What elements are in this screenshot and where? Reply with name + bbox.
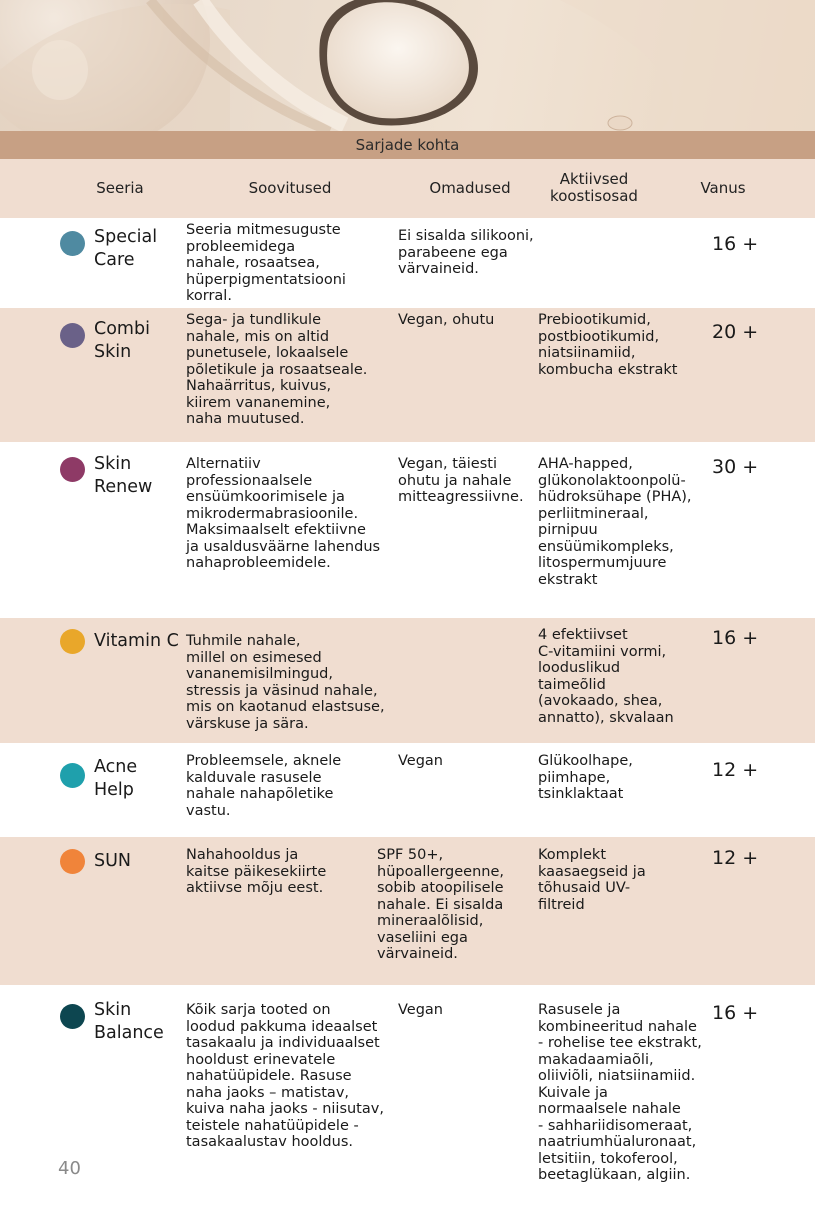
series-name: Skin Renew	[94, 454, 153, 497]
series-color-dot	[60, 457, 85, 482]
recommendations-cell: Alternatiiv professionaalsele ensüümkoorimisele ja mikrodermabrasioonile. Maksimaalselt efektiivne ja usaldusväärne lahendus nahaprobleemidele.	[186, 456, 381, 571]
age-cell: 16 +	[712, 627, 759, 649]
series-name: Vitamin C	[94, 631, 179, 651]
active-ingredients-cell: Komplekt kaasaegseid ja tõhusaid UV- filtreid	[538, 847, 646, 913]
age-cell: 12 +	[712, 759, 759, 781]
age-cell: 16 +	[712, 233, 759, 255]
recommendations-cell: Sega- ja tundlikule nahale, mis on altid punetusele, lokaalsele põletikule ja rosaatseale. Nahaärritus, kuivus, kiirem vananemine, naha muutused.	[186, 312, 368, 427]
series-name: Skin Balance	[94, 1000, 164, 1043]
col-header-active: Aktiivsed koostisosad	[550, 170, 638, 205]
properties-cell: Vegan	[398, 753, 443, 769]
table-row	[0, 308, 815, 442]
table-header	[0, 159, 815, 218]
properties-cell: SPF 50+, hüpoallergeenne, sobib atoopilisele nahale. Ei sisalda mineraalõlisid, vaseliini ega värvaineid.	[377, 847, 504, 962]
col-header-age: Vanus	[700, 179, 746, 197]
properties-cell: Vegan	[398, 1002, 443, 1018]
series-name: Special Care	[94, 227, 158, 270]
series-name: Acne Help	[94, 757, 138, 800]
table-row	[0, 442, 815, 618]
properties-cell: Ei sisalda silikooni, parabeene ega värvaineid.	[398, 228, 534, 277]
section-title: Sarjade kohta	[355, 136, 460, 154]
recommendations-cell: Seeria mitmesuguste probleemidega nahale, rosaatsea, hüperpigmentatsiooni korral.	[186, 222, 346, 304]
series-color-dot	[60, 629, 85, 654]
series-name: SUN	[94, 851, 132, 871]
recommendations-cell: Probleemsele, aknele kalduvale rasusele nahale nahapõletike vastu.	[186, 753, 342, 819]
cream-texture-illustration	[0, 0, 815, 131]
col-header-properties: Omadused	[429, 179, 511, 197]
series-name: Combi Skin	[94, 319, 150, 362]
table-row	[0, 218, 815, 308]
table-row	[0, 618, 815, 743]
age-cell: 30 +	[712, 456, 759, 478]
col-header-series: Seeria	[96, 179, 144, 197]
hero-image	[0, 0, 815, 131]
table-row	[0, 743, 815, 837]
active-ingredients-cell: Prebiootikumid, postbiootikumid, niatsiinamiid, kombucha ekstrakt	[538, 312, 678, 378]
age-cell: 12 +	[712, 847, 759, 869]
series-color-dot	[60, 849, 85, 874]
table-row	[0, 985, 815, 1211]
active-ingredients-cell: 4 efektiivset C-vitamiini vormi, looduslikud taimeõlid (avokaado, shea, annatto), skvalaan	[538, 627, 674, 726]
series-color-dot	[60, 1004, 85, 1029]
section-title-bar	[0, 131, 815, 159]
active-ingredients-cell: AHA-happed, glükonolaktoonpolü- hüdroksühape (PHA), perliitmineraal, pirnipuu ensüümikompleks, litospermumjuure ekstrakt	[538, 456, 692, 588]
properties-cell: Vegan, täiesti ohutu ja nahale mitteagressiivne.	[398, 456, 524, 505]
table-row	[0, 837, 815, 985]
active-ingredients-cell: Rasusele ja kombineeritud nahale - rohelise tee ekstrakt, makadaamiaõli, oliiviõli, niatsiinamiid. Kuivale ja normaalsele nahale - sahhariidisomeraat, naatriumhüaluronaat, letsitiin, tokoferool, beetaglükaan, algiin.	[538, 1002, 702, 1183]
series-color-dot	[60, 763, 85, 788]
series-color-dot	[60, 323, 85, 348]
recommendations-cell: Tuhmile nahale, millel on esimesed vananemisilmingud, stressis ja väsinud nahale, mis on kaotanud elastsuse, värskuse ja sära.	[186, 633, 385, 732]
age-cell: 16 +	[712, 1002, 759, 1024]
col-header-recommendations: Soovitused	[248, 179, 332, 197]
recommendations-cell: Kõik sarja tooted on loodud pakkuma ideaalset tasakaalu ja individuaalset hooldust erinevatele nahatüüpidele. Rasuse naha jaoks – matistav, kuiva naha jaoks - niisutav, teistele nahatüüpidele - tasakaalustav hooldus.	[186, 1002, 384, 1150]
recommendations-cell: Nahahooldus ja kaitse päikesekiirte aktiivse mõju eest.	[186, 847, 327, 896]
series-color-dot	[60, 231, 85, 256]
page-number: 40	[58, 1158, 81, 1179]
properties-cell: Vegan, ohutu	[398, 312, 495, 328]
active-ingredients-cell: Glükoolhape, piimhape, tsinklaktaat	[538, 753, 633, 802]
age-cell: 20 +	[712, 321, 759, 343]
